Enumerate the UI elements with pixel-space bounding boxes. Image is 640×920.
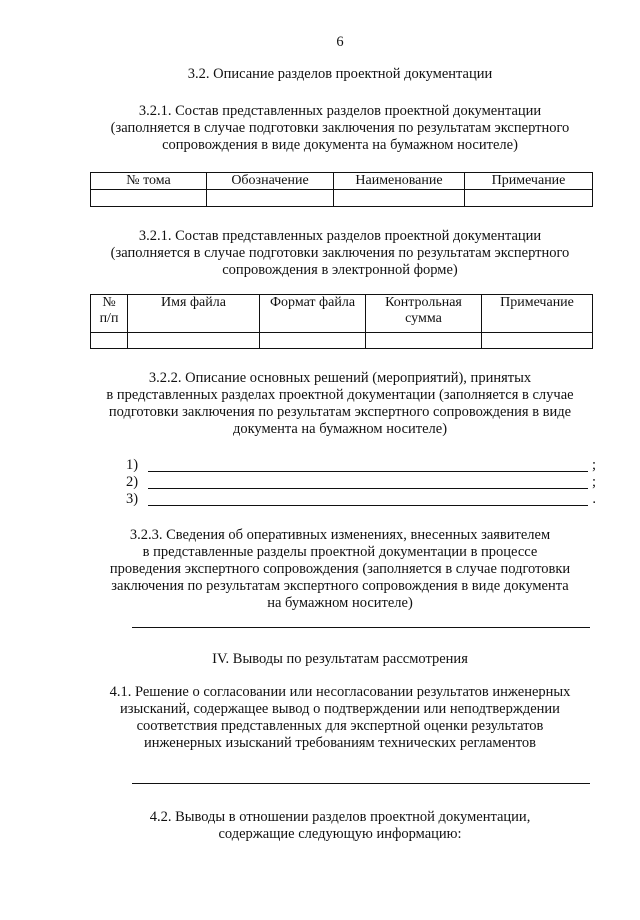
table-cell [465, 190, 593, 207]
table-cell [91, 333, 128, 349]
blank-line [132, 783, 590, 784]
paragraph-line: (заполняется в случае подготовки заключения по результатам экспертного [110, 120, 570, 136]
table-header-cell: № тома [91, 173, 207, 190]
table-header-cell: № п/п [91, 295, 128, 333]
blank-line [148, 471, 588, 472]
table-header-cell: Наименование [334, 173, 465, 190]
paragraph-line: заключения по результатам экспертного сопровождения в виде документа [111, 578, 569, 594]
paragraph-line: содержащие следующую информацию: [218, 826, 462, 842]
paragraph-line: на бумажном носителе) [267, 595, 413, 611]
table-cell [366, 333, 482, 349]
subsection-3-2-1-electronic [80, 228, 600, 279]
subsection-3-2-2 [80, 370, 600, 438]
fill-line-1: 1) ; [126, 457, 596, 473]
paragraph-line: сопровождения в виде документа на бумажном носителе) [162, 137, 518, 153]
paragraph-line: проведения экспертного сопровождения (заполняется в случае подготовки [109, 561, 571, 577]
subsection-4-2 [80, 809, 600, 843]
table-header-cell: Примечание [465, 173, 593, 190]
paragraph-line: изысканий, содержащее вывод о подтверждении или неподтверждении [120, 701, 560, 717]
paragraph-line: 4.1. Решение о согласовании или несогласовании результатов инженерных [109, 684, 571, 700]
paragraph-line: 3.2.1. Состав представленных разделов проектной документации [138, 103, 542, 119]
table-cell [482, 333, 593, 349]
fill-line-3: 3) . [126, 491, 596, 507]
subsection-3-2-1-paper [80, 103, 600, 154]
paragraph-line: подготовки заключения по результатам экспертного сопровождения в виде [108, 404, 572, 420]
table-header-cell: Контрольная сумма [366, 295, 482, 333]
blank-line [132, 627, 590, 628]
table-header-cell: Примечание [482, 295, 593, 333]
section-title: 3.2. Описание разделов проектной документации [187, 66, 493, 82]
table-cell [260, 333, 366, 349]
table-cell [91, 190, 207, 207]
blank-line [148, 505, 588, 506]
paragraph-line: в представленные разделы проектной документации в процессе [142, 544, 538, 560]
subsection-3-2-3 [80, 527, 600, 612]
paragraph-line: сопровождения в электронной форме) [222, 262, 458, 278]
table-cell [207, 190, 334, 207]
subsection-4-1 [80, 684, 600, 752]
paragraph-line: инженерных изысканий требованиям технических регламентов [143, 735, 537, 751]
section-4-title: IV. Выводы по результатам рассмотрения [212, 651, 468, 667]
page-number: 6 [336, 34, 344, 50]
table-cell [128, 333, 260, 349]
table-header-cell: Обозначение [207, 173, 334, 190]
paragraph-line: документа на бумажном носителе) [232, 421, 448, 437]
blank-line [148, 488, 588, 489]
paragraph-line: в представленных разделах проектной документации (заполняется в случае [106, 387, 574, 403]
table-cell [334, 190, 465, 207]
paragraph-line: 3.2.3. Сведения об оперативных изменениях, внесенных заявителем [129, 527, 551, 543]
table-header-cell: Имя файла [128, 295, 260, 333]
table-header-cell: Формат файла [260, 295, 366, 333]
paragraph-line: 4.2. Выводы в отношении разделов проектной документации, [149, 809, 531, 825]
volumes-table [90, 172, 593, 207]
paragraph-line: 3.2.1. Состав представленных разделов проектной документации [138, 228, 542, 244]
paragraph-line: (заполняется в случае подготовки заключения по результатам экспертного [110, 245, 570, 261]
files-table [90, 294, 593, 349]
fill-line-2: 2) ; [126, 474, 596, 490]
paragraph-line: 3.2.2. Описание основных решений (мероприятий), принятых [148, 370, 532, 386]
paragraph-line: соответствия представленных для экспертной оценки результатов [136, 718, 544, 734]
